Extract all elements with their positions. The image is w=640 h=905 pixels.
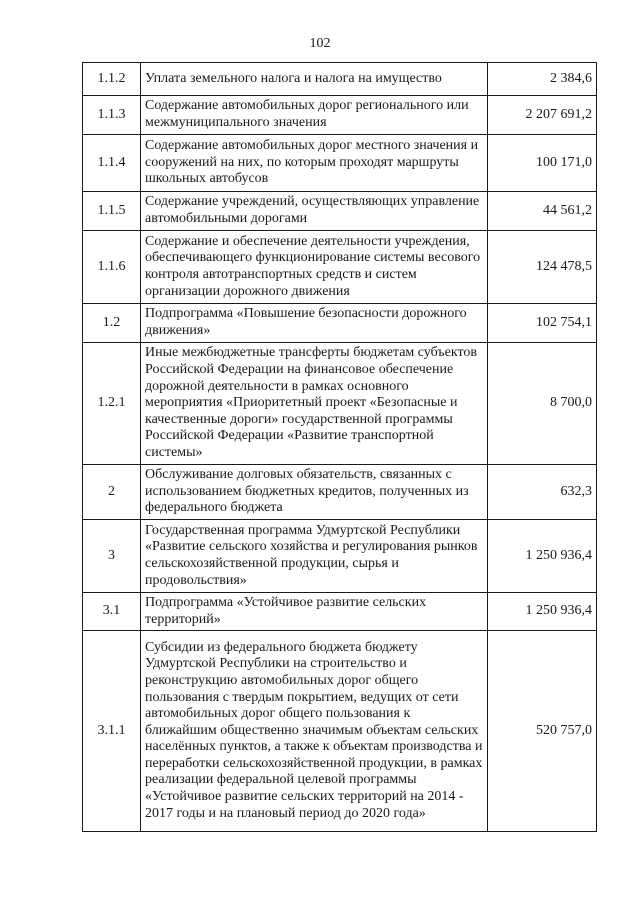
table-row (83, 631, 597, 832)
row-amount: 2 384,6 (488, 63, 597, 96)
table-row (83, 304, 597, 343)
budget-table (82, 62, 597, 832)
row-amount: 100 171,0 (488, 135, 597, 192)
row-amount: 520 757,0 (488, 631, 597, 832)
row-description: Содержание и обеспечение деятельности учреждения, обеспечивающего функционирование системы весового контроля автотранспортных средств и систем организации дорожного движения (141, 231, 488, 304)
row-description: Обслуживание долговых обязательств, связанных с использованием бюджетных кредитов, полученных из федерального бюджета (141, 465, 488, 520)
table-row (83, 96, 597, 135)
row-description: Уплата земельного налога и налога на имущество (141, 63, 488, 96)
row-code: 1.1.6 (83, 231, 141, 304)
row-code: 2 (83, 465, 141, 520)
page-number: 102 (309, 36, 331, 51)
row-description: Иные межбюджетные трансферты бюджетам субъектов Российской Федерации на финансовое обеспечение дорожной деятельности в рамках основного мероприятия «Приоритетный проект «Безопасные и качественные дороги» государственной программы Российской Федерации «Развитие транспортной системы» (141, 343, 488, 465)
table-row (83, 520, 597, 593)
table-row (83, 593, 597, 631)
row-amount: 124 478,5 (488, 231, 597, 304)
row-code: 1.2 (83, 304, 141, 343)
row-amount: 102 754,1 (488, 304, 597, 343)
table-row (83, 465, 597, 520)
row-amount: 632,3 (488, 465, 597, 520)
row-code: 3.1.1 (83, 631, 141, 832)
row-code: 1.1.3 (83, 96, 141, 135)
row-amount: 1 250 936,4 (488, 593, 597, 631)
table-row (83, 192, 597, 231)
row-amount: 8 700,0 (488, 343, 597, 465)
row-code: 1.1.2 (83, 63, 141, 96)
table-row (83, 231, 597, 304)
row-description: Содержание автомобильных дорог регионального или межмуниципального значения (141, 96, 488, 135)
row-code: 1.1.4 (83, 135, 141, 192)
row-description: Субсидии из федерального бюджета бюджету Удмуртской Республики на строительство и реконструкцию автомобильных дорог общего пользования с твердым покрытием, ведущих от сети автомобильных дорог общего пользования к ближайшим общественно значимым объектам сельских населённых пунктов, а также к объектам производства и переработки сельскохозяйственной продукции, в рамках реализации федеральной целевой программы «Устойчивое развитие сельских территорий на 2014 - 2017 годы и на плановый период до 2020 года» (141, 631, 488, 832)
row-description: Государственная программа Удмуртской Республики «Развитие сельского хозяйства и регулирования рынков сельскохозяйственной продукции, сырья и продовольствия» (141, 520, 488, 593)
row-description: Содержание автомобильных дорог местного значения и сооружений на них, по которым проходят маршруты школьных автобусов (141, 135, 488, 192)
row-code: 3 (83, 520, 141, 593)
table-row (83, 135, 597, 192)
row-description: Подпрограмма «Устойчивое развитие сельских территорий» (141, 593, 488, 631)
table-row (83, 343, 597, 465)
row-amount: 1 250 936,4 (488, 520, 597, 593)
row-code: 1.1.5 (83, 192, 141, 231)
row-description: Содержание учреждений, осуществляющих управление автомобильными дорогами (141, 192, 488, 231)
row-code: 1.2.1 (83, 343, 141, 465)
row-code: 3.1 (83, 593, 141, 631)
table-row (83, 63, 597, 96)
row-amount: 44 561,2 (488, 192, 597, 231)
row-description: Подпрограмма «Повышение безопасности дорожного движения» (141, 304, 488, 343)
row-amount: 2 207 691,2 (488, 96, 597, 135)
